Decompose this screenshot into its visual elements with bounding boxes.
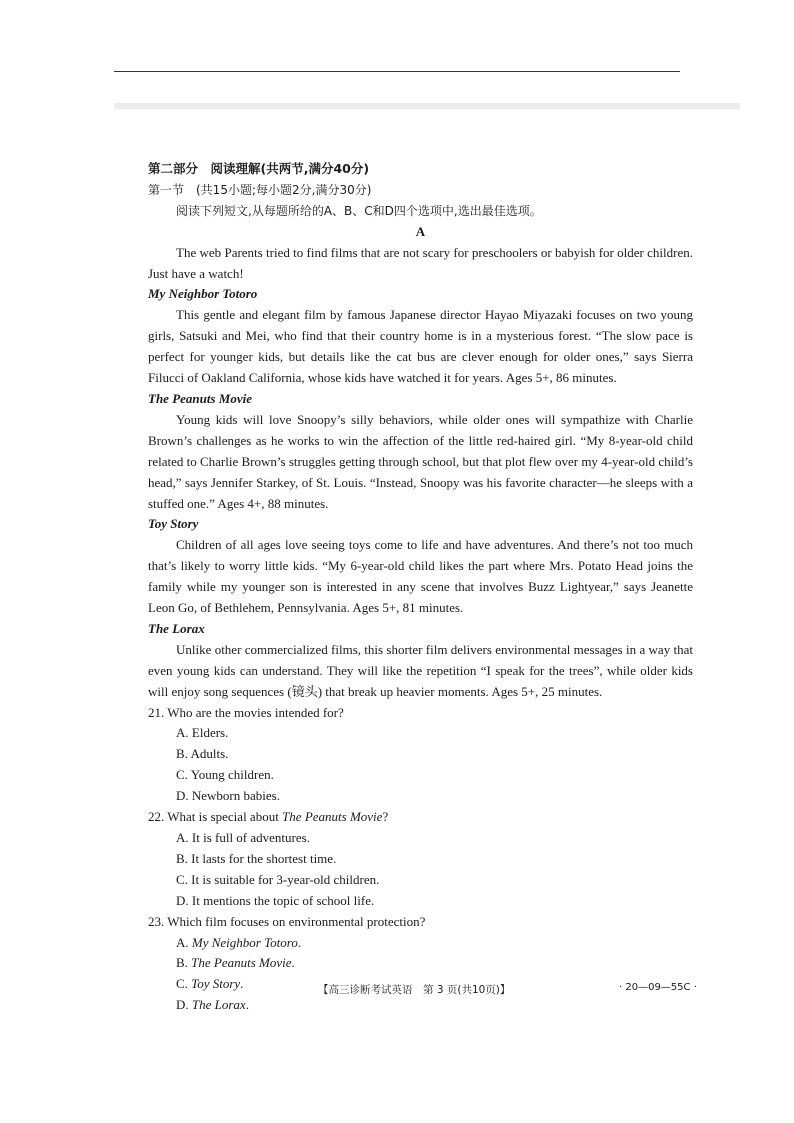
option-d: D. It mentions the topic of school life. [176, 892, 375, 908]
option-letter: B. [176, 955, 192, 971]
stem-title: The Peanuts Movie [282, 809, 383, 825]
film-description: Children of all ages love seeing toys come to life and have adventures. And there’s not too much that’s likely to worry little kids. “My 6-year-old child likes the part where Mrs. Potato Head joins the family while my younger son is interested in any scene that involves Buzz Lightyear,” says Jeanette Leon Go, of Bethlehem, Pennsylvania. Ages 5+, 81 minutes. [148, 537, 693, 616]
film-title: Toy Story [148, 516, 199, 532]
top-rule [114, 71, 680, 72]
option-period: . [245, 997, 249, 1013]
option-title: The Lorax [191, 997, 246, 1013]
footer-code: · 20—09—55C · [619, 982, 697, 993]
film-description: This gentle and elegant film by famous Japanese director Hayao Miyazaki focuses on two young girls, Satsuki and Mei, who find that their country home is in a mysterious forest. “The slow pace is perfect for younger kids, but details like the cat bus are clever enough for older ones,” says Sierra Filucci of Oakland California, whose kids have watched it for years. Ages 5+, 86 minutes. [148, 307, 693, 386]
passage-intro: The web Parents tried to find films that are not scary for preschoolers or babyish for older children. Just have a watch! [148, 244, 693, 281]
film-description: Young kids will love Snoopy’s silly behaviors, while older ones will sympathize with Charlie Brown’s challenges as he works to win the affection of the little red-haired girl. “My 8-year-old child related to Charlie Brown’s struggles getting through school, but that plot flew over my 4-year-old child’s head,” says Jennifer Starkey, of St. Louis. “Instead, Snoopy was his favorite character—he sleeps with a stuffed one.” Ages 4+, 88 minutes. [148, 411, 693, 511]
stem-suffix: ? [382, 809, 389, 825]
question-22-options [148, 828, 693, 912]
option-b [176, 953, 443, 974]
question-23-stem: 23. Which film focuses on environmental protection? [148, 913, 426, 929]
instruction: 阅读下列短文,从每题所给的A、B、C和D四个选项中,选出最佳选项。 [176, 203, 542, 218]
part-heading: 第二部分 阅读理解(共两节,满分40分) [148, 161, 370, 176]
option-period: . [240, 976, 244, 992]
exam-content [148, 159, 693, 1016]
scan-gray-band [114, 103, 740, 109]
question-22-stem [148, 807, 693, 828]
option-d: D. Newborn babies. [176, 788, 280, 804]
option-period: . [291, 955, 295, 971]
stem-prefix: 22. What is special about [148, 809, 283, 825]
option-a: A. Elders. [176, 725, 229, 741]
film-title: The Lorax [148, 620, 205, 636]
option-b: B. Adults. [176, 746, 229, 762]
question-21-stem: 21. Who are the movies intended for? [148, 704, 344, 720]
question-23-options [148, 933, 693, 1017]
option-letter: D. [176, 997, 192, 1013]
question-21-options [148, 723, 693, 807]
page-footer [0, 982, 794, 1002]
film-description: Unlike other commercialized films, this shorter film delivers environmental messages in a way that even young kids can understand. They will like the repetition “I speak for the trees”, while older kids will enjoy song sequences (镜头) that break up heavier moments. Ages 5+, 25 minutes. [148, 641, 693, 699]
option-letter: A. [176, 934, 192, 950]
option-period: . [297, 934, 302, 950]
option-c: C. Young children. [176, 767, 274, 783]
option-title: Toy Story [191, 976, 241, 992]
option-title: The Peanuts Movie [191, 955, 292, 971]
option-a: A. It is full of adventures. [176, 830, 310, 845]
option-title: My Neighbor Totoro [191, 934, 298, 950]
footer-page-info: 【高三诊断考试英语 第 3 页(共10页)】 [318, 984, 511, 996]
passage-label: A [415, 223, 426, 239]
option-c: C. It is suitable for 3-year-old children. [176, 871, 380, 887]
option-letter: C. [176, 976, 192, 992]
option-a [176, 933, 443, 954]
film-title: The Peanuts Movie [148, 390, 252, 406]
film-title: My Neighbor Totoro [148, 286, 258, 302]
option-b: B. It lasts for the shortest time. [176, 850, 337, 866]
section-heading: 第一节 (共15小题;每小题2分,满分30分) [148, 182, 372, 197]
